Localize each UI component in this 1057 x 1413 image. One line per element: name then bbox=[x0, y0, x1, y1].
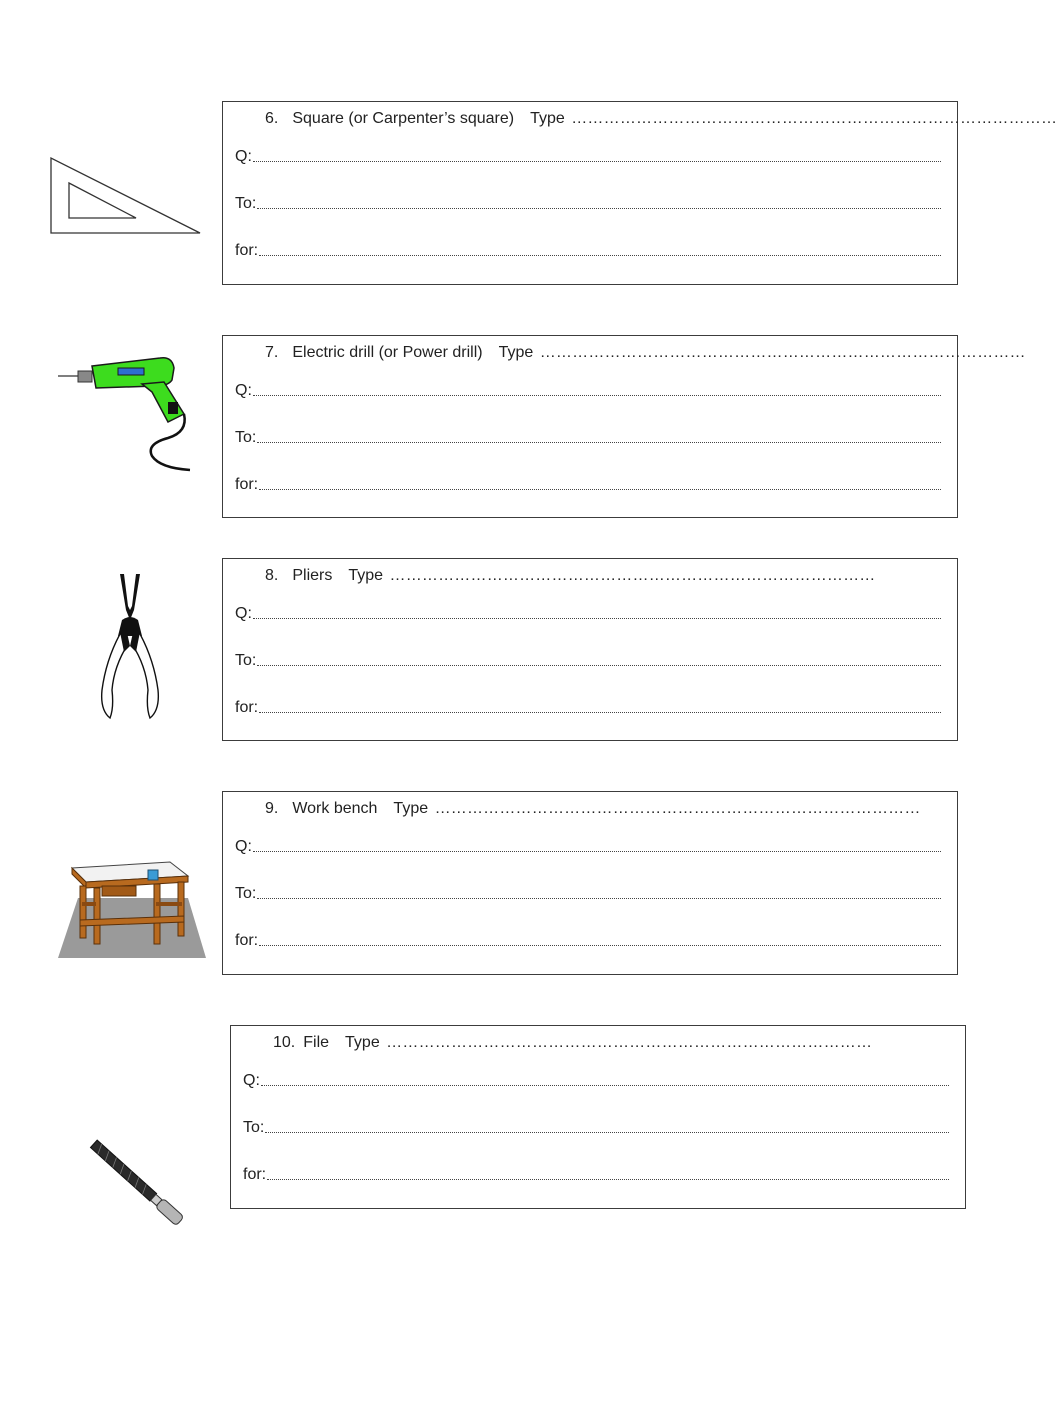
type-answer-blank[interactable]: ……………………………………………………………………………… bbox=[389, 567, 876, 584]
for-label: for: bbox=[235, 242, 259, 259]
type-answer-blank[interactable]: ……………………………………………………………………………… bbox=[434, 800, 921, 817]
to-label: To: bbox=[235, 652, 257, 669]
workbench-icon bbox=[58, 858, 208, 960]
item-number: 10. bbox=[273, 1034, 296, 1051]
item-name: Square (or Carpenter’s square) bbox=[292, 110, 515, 127]
for-blank[interactable] bbox=[259, 932, 941, 946]
for-line[interactable] bbox=[235, 932, 941, 950]
to-blank[interactable] bbox=[265, 1119, 949, 1133]
item-title bbox=[273, 1034, 872, 1052]
item-title bbox=[265, 344, 1026, 362]
item-number: 6. bbox=[265, 110, 279, 127]
for-line[interactable] bbox=[235, 476, 941, 494]
q-blank[interactable] bbox=[253, 605, 941, 619]
for-blank[interactable] bbox=[259, 699, 941, 713]
type-label: Type bbox=[498, 344, 534, 361]
type-label: Type bbox=[348, 567, 384, 584]
q-label: Q: bbox=[235, 838, 252, 855]
for-line[interactable] bbox=[235, 242, 941, 260]
to-line[interactable] bbox=[235, 429, 941, 447]
for-line[interactable] bbox=[235, 699, 941, 717]
for-blank[interactable] bbox=[259, 476, 941, 490]
carpenter-square-icon bbox=[48, 155, 204, 237]
for-label: for: bbox=[235, 476, 259, 493]
for-blank[interactable] bbox=[259, 242, 941, 256]
item-name: Work bench bbox=[292, 800, 378, 817]
for-label: for: bbox=[235, 699, 259, 716]
q-line[interactable] bbox=[235, 382, 941, 400]
item-name: Electric drill (or Power drill) bbox=[292, 344, 483, 361]
for-blank[interactable] bbox=[267, 1166, 949, 1180]
q-label: Q: bbox=[235, 382, 252, 399]
to-blank[interactable] bbox=[257, 429, 941, 443]
q-blank[interactable] bbox=[261, 1072, 949, 1086]
type-label: Type bbox=[345, 1034, 380, 1051]
file-tool-icon bbox=[84, 1136, 190, 1232]
to-blank[interactable] bbox=[257, 195, 941, 209]
item-box-7 bbox=[222, 335, 1026, 518]
item-name: Pliers bbox=[292, 567, 333, 584]
q-blank[interactable] bbox=[253, 148, 941, 162]
to-line[interactable] bbox=[243, 1119, 949, 1137]
item-box-8 bbox=[222, 558, 958, 741]
item-title bbox=[265, 800, 921, 818]
q-line[interactable] bbox=[243, 1072, 949, 1090]
type-label: Type bbox=[530, 110, 565, 127]
type-answer-blank[interactable]: ……………………………………………………………………………… bbox=[571, 110, 1057, 127]
to-line[interactable] bbox=[235, 195, 941, 213]
pliers-icon bbox=[96, 570, 164, 722]
to-label: To: bbox=[235, 885, 257, 902]
to-line[interactable] bbox=[235, 652, 941, 670]
to-label: To: bbox=[235, 195, 257, 212]
item-number: 9. bbox=[265, 800, 279, 817]
q-label: Q: bbox=[243, 1072, 260, 1089]
to-blank[interactable] bbox=[257, 885, 941, 899]
item-number: 7. bbox=[265, 344, 279, 361]
type-answer-blank[interactable]: ……………………………………………………………………………… bbox=[539, 344, 1026, 361]
q-label: Q: bbox=[235, 148, 252, 165]
to-line[interactable] bbox=[235, 885, 941, 903]
item-title bbox=[265, 567, 876, 585]
for-label: for: bbox=[235, 932, 259, 949]
to-blank[interactable] bbox=[257, 652, 941, 666]
q-blank[interactable] bbox=[253, 838, 941, 852]
item-name: File bbox=[303, 1034, 330, 1051]
item-title bbox=[265, 110, 1057, 128]
item-box-9 bbox=[222, 791, 958, 975]
to-label: To: bbox=[243, 1119, 265, 1136]
q-blank[interactable] bbox=[253, 382, 941, 396]
item-box-6 bbox=[222, 101, 1057, 285]
for-line[interactable] bbox=[243, 1166, 949, 1184]
electric-drill-icon bbox=[56, 352, 196, 476]
q-line[interactable] bbox=[235, 838, 941, 856]
to-label: To: bbox=[235, 429, 257, 446]
item-number: 8. bbox=[265, 567, 279, 584]
q-label: Q: bbox=[235, 605, 252, 622]
type-answer-blank[interactable]: ……………………………………………………………………………… bbox=[386, 1034, 873, 1051]
for-label: for: bbox=[243, 1166, 267, 1183]
item-box-10 bbox=[230, 1025, 966, 1209]
q-line[interactable] bbox=[235, 148, 941, 166]
q-line[interactable] bbox=[235, 605, 941, 623]
type-label: Type bbox=[393, 800, 429, 817]
